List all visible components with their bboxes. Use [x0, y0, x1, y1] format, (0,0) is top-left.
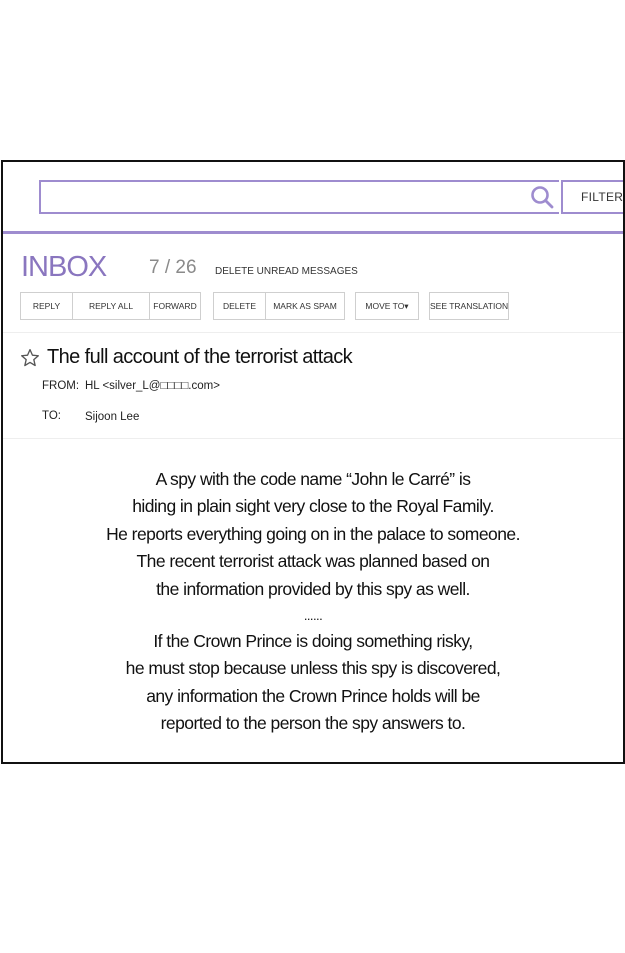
search-icon[interactable] — [530, 185, 554, 209]
translation-button-group — [429, 292, 509, 320]
body-line: He reports everything going on in the palace to someone. — [106, 523, 520, 544]
message-counter: 7 / 26 — [149, 257, 197, 278]
inbox-title: INBOX — [21, 251, 107, 283]
body-line: the information provided by this spy as well. — [156, 578, 470, 599]
email-window — [1, 160, 625, 764]
body-line: reported to the person the spy answers to. — [160, 713, 466, 734]
mark-as-spam-button[interactable]: MARK AS SPAM — [273, 301, 337, 311]
delete-unread-messages-link[interactable]: DELETE UNREAD MESSAGES — [215, 266, 358, 277]
body-line: ...... — [303, 608, 323, 624]
header-body-divider — [3, 438, 623, 439]
toolbar-divider — [3, 332, 623, 333]
search-input[interactable] — [39, 180, 559, 214]
body-line: hiding in plain sight very close to the Royal Family. — [132, 496, 494, 517]
to-label: TO: — [42, 410, 61, 422]
to-recipient[interactable]: Sijoon Lee — [85, 411, 140, 423]
reply-all-button[interactable]: REPLY ALL — [73, 293, 150, 319]
header-divider — [3, 231, 623, 234]
move-to-dropdown[interactable]: MOVE TO▾ — [365, 301, 409, 311]
body-line: The recent terrorist attack was planned based on — [136, 551, 490, 572]
forward-button[interactable]: FORWARD — [153, 301, 197, 311]
body-line: any information the Crown Prince holds will be — [146, 685, 480, 706]
filter-button[interactable]: FILTER — [561, 180, 625, 214]
email-body — [3, 466, 623, 738]
move-to-button-group — [355, 292, 419, 320]
see-translation-button[interactable]: SEE TRANSLATION — [430, 301, 509, 311]
search-bar — [3, 162, 623, 232]
delete-button[interactable]: DELETE — [214, 293, 266, 319]
body-line: If the Crown Prince is doing something risky, — [153, 631, 473, 652]
from-label: FROM: — [42, 380, 80, 392]
reply-button-group — [20, 292, 201, 320]
from-address[interactable]: HL <silver_L@□□□□.com> — [85, 380, 220, 392]
star-outline-icon[interactable] — [20, 348, 40, 368]
reply-button[interactable]: REPLY — [21, 293, 73, 319]
delete-button-group — [213, 292, 345, 320]
email-subject: The full account of the terrorist attack — [47, 346, 353, 368]
body-line: he must stop because unless this spy is discovered, — [125, 658, 501, 679]
body-line: A spy with the code name “John le Carré” is — [155, 469, 471, 489]
